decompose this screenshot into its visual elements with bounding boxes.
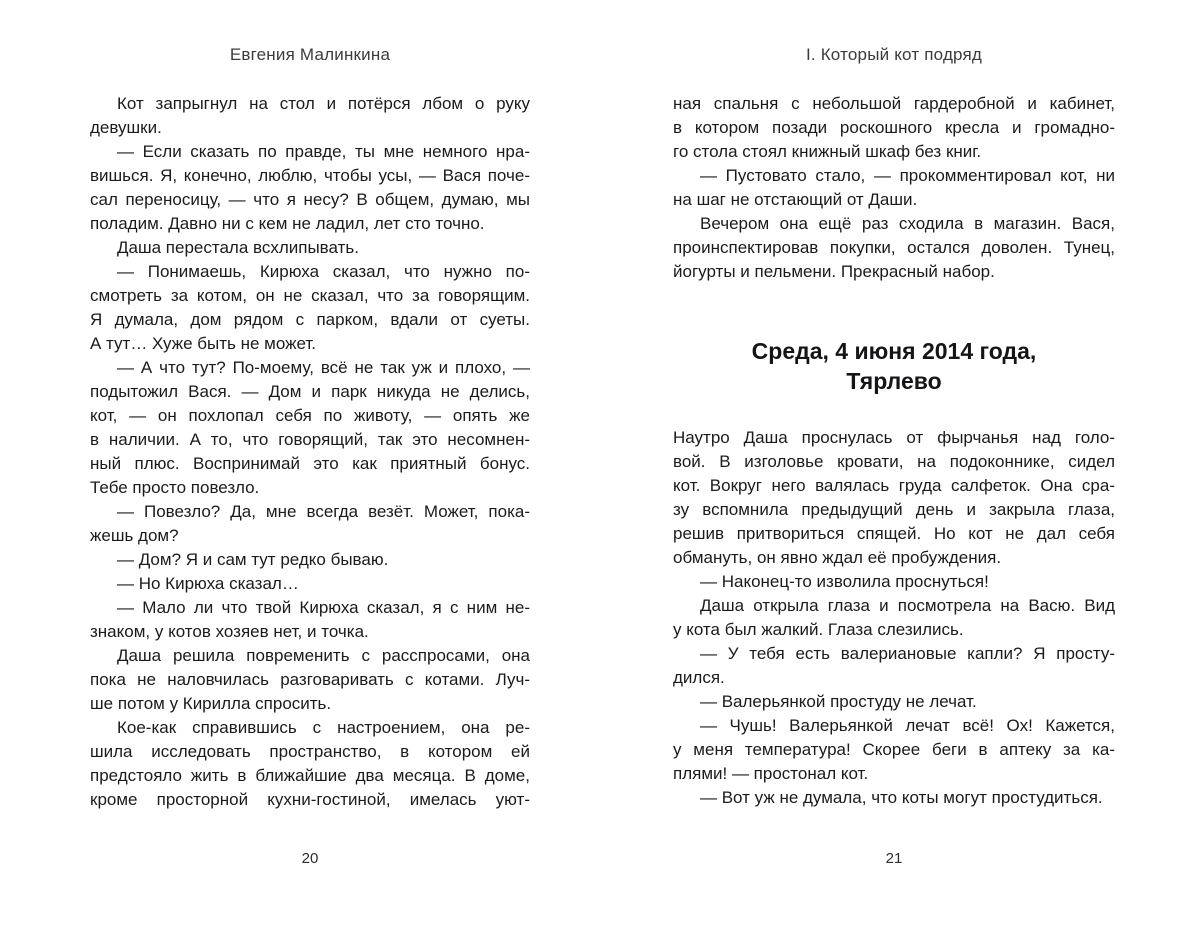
text-line: Кое-как справившись с настроением, она ре- [117, 718, 530, 737]
running-head-author: Евгения Малинкина [229, 45, 391, 64]
text-line: жешь дом? [90, 526, 179, 545]
text-line: — Если сказать по правде, ты мне немного нра- [117, 142, 530, 161]
text-line: у меня температура! Скорее беги в аптеку за ка- [673, 740, 1115, 759]
paragraph [90, 236, 530, 260]
text-line: Даша перестала всхлипывать. [117, 238, 359, 257]
paragraph [673, 642, 1115, 690]
paragraph [673, 92, 1115, 164]
text-line: кот. Вокруг него валялась груда салфеток. Она сра- [673, 476, 1115, 495]
text-line: в котором позади роскошного кресла и громадно- [673, 118, 1115, 137]
paragraph [90, 500, 530, 548]
paragraph [90, 548, 530, 572]
text-line: знаком, у котов хозяев нет, и точка. [90, 622, 369, 641]
text-line: Наутро Даша проснулась от фырчанья над голо- [673, 428, 1115, 447]
paragraph [90, 596, 530, 644]
text-line: обмануть, он явно ждал её пробуждения. [673, 548, 1002, 567]
text-line: вишься. Я, конечно, люблю, чтобы усы, — Вася поче- [90, 166, 530, 185]
text-line: плями! — простонал кот. [673, 764, 869, 783]
paragraph [90, 644, 530, 716]
text-line: ная спальня с небольшой гардеробной и кабинет, [673, 94, 1115, 113]
text-line: зу вспомнила предыдущий день и закрыла глаза, [673, 500, 1115, 519]
text-line: шила исследовать пространство, в котором ей [90, 742, 530, 761]
text-line: — Чушь! Валерьянкой лечат всё! Ох! Кажется, [700, 716, 1115, 735]
text-line: — Повезло? Да, мне всегда везёт. Может, пока- [117, 502, 530, 521]
text-line: — У тебя есть валериановые капли? Я просту- [700, 644, 1115, 663]
text-line: — Но Кирюха сказал… [117, 574, 299, 593]
paragraph [90, 716, 530, 812]
text-line: ный плюс. Воспринимай это как приятный бонус. [90, 454, 530, 473]
paragraph [673, 690, 1115, 714]
text-line: дился. [673, 668, 725, 687]
paragraph [90, 572, 530, 596]
paragraph [90, 260, 530, 356]
paragraph [673, 212, 1115, 284]
text-line: девушки. [90, 118, 162, 137]
paragraph [90, 92, 530, 140]
page-number-right: 21 [885, 850, 903, 867]
text-line: на шаг не отстающий от Даши. [673, 190, 918, 209]
text-line: Кот запрыгнул на стол и потёрся лбом о руку [117, 94, 530, 113]
text-line: подытожил Вася. — Дом и парк никуда не делись, [90, 382, 530, 401]
heading-line: Тярлево [846, 368, 942, 394]
text-line: вой. В изголовье кровати, на подоконнике, сидел [673, 452, 1115, 471]
text-line: — Валерьянкой простуду не лечат. [700, 692, 977, 711]
text-line: смотреть за котом, он не сказал, что за говорящим. [90, 286, 530, 305]
text-line: А тут… Хуже быть не может. [90, 334, 316, 353]
paragraph [90, 356, 530, 500]
text-line: Вечером она ещё раз сходила в магазин. Вася, [700, 214, 1115, 233]
page-right [673, 0, 1115, 937]
paragraph [673, 786, 1115, 810]
page-number-left: 20 [301, 850, 319, 867]
text-line: проинспектировав покупки, остался доволен. Тунец, [673, 238, 1115, 257]
text-line: го стола стоял книжный шкаф без книг. [673, 142, 982, 161]
text-line: пока не наловчилась разговаривать с котами. Луч- [90, 670, 530, 689]
text-line: в наличии. А то, что говорящий, так это несомнен- [90, 430, 530, 449]
running-head-chapter: I. Который кот подряд [805, 45, 983, 64]
text-line: — Наконец-то изволила проснуться! [700, 572, 989, 591]
text-line: поладим. Давно ни с кем не ладил, лет сто точно. [90, 214, 485, 233]
text-line: — Мало ли что твой Кирюха сказал, я с ним не- [117, 598, 530, 617]
text-line: у кота был жалкий. Глаза слезились. [673, 620, 964, 639]
text-line: предстояло жить в ближайшие два месяца. В доме, [90, 766, 530, 785]
text-line: сал переносицу, — что я несу? В общем, думаю, мы [90, 190, 530, 209]
text-line: — Пустовато стало, — прокомментировал кот, ни [700, 166, 1115, 185]
paragraph [673, 714, 1115, 786]
heading-line: Среда, 4 июня 2014 года, [751, 338, 1037, 364]
paragraph [673, 164, 1115, 212]
section-heading [673, 336, 1115, 396]
text-line: кроме просторной кухни-гостиной, имелась уют- [90, 790, 530, 809]
page-right-body [673, 92, 1115, 810]
text-line: — Вот уж не думала, что коты могут простудиться. [700, 788, 1103, 807]
page-left-body [90, 92, 530, 812]
text-line: йогурты и пельмени. Прекрасный набор. [673, 262, 995, 281]
text-line: кот, — он похлопал себя по животу, — опять же [90, 406, 530, 425]
text-line: Даша открыла глаза и посмотрела на Васю. Вид [700, 596, 1115, 615]
paragraph [90, 140, 530, 236]
text-line: Тебе просто повезло. [90, 478, 260, 497]
paragraph [673, 426, 1115, 570]
paragraph [673, 570, 1115, 594]
text-line: ше потом у Кирилла спросить. [90, 694, 332, 713]
text-line: — А что тут? По-моему, всё не так уж и плохо, — [117, 358, 530, 377]
text-line: решив притвориться спящей. Но кот не дал себя [673, 524, 1115, 543]
paragraph [673, 594, 1115, 642]
text-line: Даша решила повременить с расспросами, она [117, 646, 530, 665]
text-line: — Понимаешь, Кирюха сказал, что нужно по- [117, 262, 530, 281]
text-line: Я думала, дом рядом с парком, вдали от суеты. [90, 310, 530, 329]
page-left [90, 0, 530, 937]
text-line: — Дом? Я и сам тут редко бываю. [117, 550, 389, 569]
